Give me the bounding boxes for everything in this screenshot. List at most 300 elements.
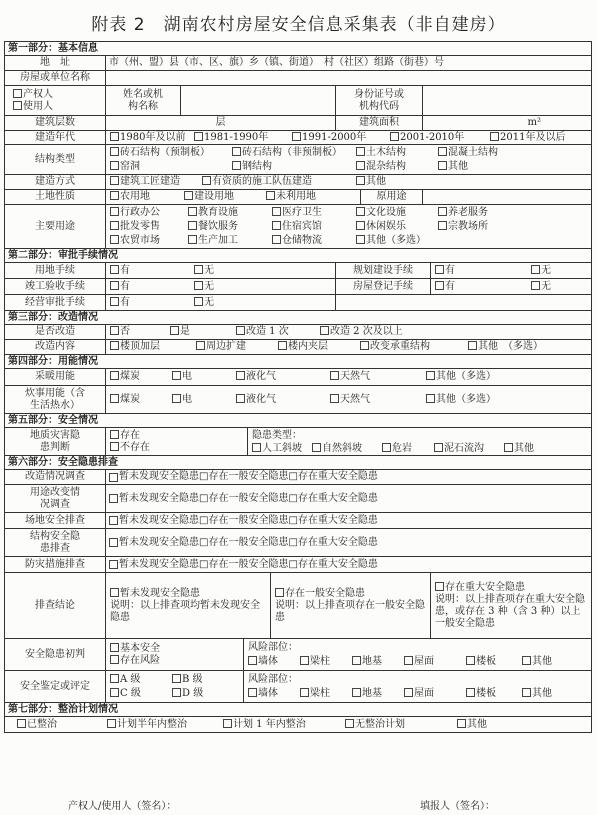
energy-option[interactable]: 其他（多选） [426, 394, 496, 406]
structure-option[interactable]: 砖石结构（非预制板） [232, 147, 342, 159]
geo-hazard-options [105, 428, 247, 455]
checkbox[interactable] [202, 176, 211, 185]
not-exist-option[interactable]: 不存在 [110, 442, 150, 454]
appraisal-row [4, 671, 592, 703]
checkbox[interactable] [278, 341, 287, 350]
section-2-header [4, 249, 592, 263]
plan-label: 规划建设手续 [335, 263, 430, 278]
appraisal-label: 安全鉴定或评定 [20, 680, 90, 692]
section-title: 第三部分：改造情况 [8, 311, 98, 323]
renovation-content-row [4, 340, 592, 355]
address-row [4, 56, 592, 71]
checkbox[interactable] [252, 443, 261, 452]
energy-option[interactable]: 液化气 [236, 371, 276, 383]
method-option[interactable]: 建筑工匠建造 [110, 176, 180, 188]
year-option[interactable]: 1981-1990年 [194, 132, 268, 144]
risk-part-option[interactable]: 墙体 [248, 656, 278, 668]
checkbox[interactable] [110, 235, 119, 244]
checkbox[interactable] [172, 371, 181, 380]
renovation-option[interactable]: 否 [110, 326, 130, 338]
grade-option[interactable]: D 级 [172, 688, 203, 700]
address-label: 地 址 [40, 57, 70, 68]
section-title: 第五部分：安全情况 [8, 414, 98, 426]
inspection-label: 用途改变情况调查 [30, 486, 80, 510]
structure-option[interactable]: 土木结构 [356, 147, 406, 159]
inspection-label: 改造情况调查 [25, 471, 85, 482]
id-label: 身份证号或机构代码 [335, 86, 422, 115]
grade-option[interactable]: B 级 [172, 674, 203, 686]
geo-hazard-row [4, 428, 592, 456]
checkbox[interactable] [390, 132, 399, 141]
checkbox[interactable] [194, 281, 203, 290]
risk-part-option[interactable]: 楼板 [466, 688, 496, 700]
completion-options [105, 279, 335, 294]
checkbox[interactable] [236, 326, 245, 335]
use-option[interactable]: 休闲娱乐 [356, 221, 406, 233]
use-option[interactable]: 教育设施 [188, 207, 238, 219]
floors-row [4, 116, 592, 131]
form-title: 附表 2 湖南农村房屋安全信息采集表（非自建房） [91, 15, 506, 35]
checkbox[interactable] [110, 132, 119, 141]
hazard-option[interactable]: 危岩 [382, 443, 412, 455]
checkbox[interactable] [170, 326, 179, 335]
use-options [105, 205, 591, 248]
renovation-content-label: 改造内容 [35, 341, 75, 352]
checkbox[interactable] [110, 161, 119, 170]
checkbox[interactable] [356, 207, 365, 216]
checkbox[interactable] [522, 656, 531, 665]
yes-option[interactable]: 有 [435, 265, 455, 277]
checkbox[interactable] [266, 191, 275, 200]
prelim-options [105, 639, 243, 670]
area-label: 建筑面积 [335, 116, 422, 130]
prelim-label: 安全隐患初判 [25, 648, 85, 660]
basic-safe-option[interactable]: 基本安全 [110, 643, 160, 655]
info-form-table [4, 41, 592, 733]
inspection-options[interactable]: 暂未发现安全隐患□存在一般安全隐患□存在重大安全隐患 [105, 529, 591, 556]
energy-option[interactable]: 煤炭 [110, 371, 140, 383]
hazard-type-label: 隐患类型： [252, 430, 302, 441]
risk-part-option[interactable]: 屋面 [404, 688, 434, 700]
checkbox[interactable] [356, 235, 365, 244]
section-title: 第二部分：审批手续情况 [8, 249, 118, 261]
risk-part-option[interactable]: 楼板 [466, 656, 496, 668]
structure-label: 结构类型 [35, 153, 75, 165]
checkbox[interactable] [466, 688, 475, 697]
filler-signature-label: 填报人（签名）： [420, 801, 495, 812]
method-option[interactable]: 有资质的施工队伍建造 [202, 176, 312, 188]
checkbox[interactable] [272, 207, 281, 216]
section-5-header [4, 414, 592, 428]
checkbox[interactable] [438, 221, 447, 230]
risk-part-cell [243, 671, 591, 702]
checkbox[interactable] [194, 132, 203, 141]
energy-option[interactable]: 其他（多选） [426, 371, 496, 383]
renovation-whether-options [105, 325, 591, 339]
structure-option[interactable]: 其他 [438, 161, 468, 173]
conclusion-option-1[interactable]: 暂未发现安全隐患 说明：以上排查项均暂未发现安全隐患 [105, 573, 270, 638]
yes-option[interactable]: 有 [435, 281, 455, 293]
business-label: 经营审批手续 [25, 296, 85, 308]
land-use-label: 用地手续 [35, 264, 75, 276]
checkbox[interactable] [320, 326, 329, 335]
checkbox[interactable] [360, 341, 369, 350]
checkbox[interactable] [110, 281, 119, 290]
no-option[interactable]: 无 [194, 281, 214, 293]
checkbox[interactable] [110, 147, 119, 156]
risk-part-option[interactable]: 地基 [352, 688, 382, 700]
land-option[interactable]: 建设用地 [184, 191, 234, 203]
use-option[interactable]: 行政办公 [110, 207, 160, 219]
prelim-row [4, 639, 592, 671]
checkbox[interactable] [110, 674, 119, 683]
use-label: 主要用途 [35, 220, 75, 232]
unit-name-row [4, 71, 592, 86]
use-row [4, 205, 592, 249]
checkbox[interactable] [345, 719, 354, 728]
renovation-content-options [105, 340, 591, 354]
plan-option[interactable]: 其他 [457, 719, 487, 731]
year-option[interactable]: 2001-2010年 [390, 132, 464, 144]
grade-option[interactable]: A 级 [110, 674, 140, 686]
checkbox[interactable] [248, 656, 257, 665]
checkbox[interactable] [13, 101, 22, 110]
heating-row [4, 369, 592, 386]
checkbox[interactable] [466, 656, 475, 665]
checkbox[interactable] [435, 265, 444, 274]
checkbox[interactable] [300, 656, 309, 665]
checkbox[interactable] [438, 161, 447, 170]
id-value[interactable] [422, 86, 591, 115]
yes-option[interactable]: 有 [110, 265, 130, 277]
checkbox[interactable] [223, 719, 232, 728]
renovation-option[interactable]: 改造 2 次及以上 [320, 326, 403, 338]
checkbox[interactable] [522, 688, 531, 697]
no-option[interactable]: 无 [194, 265, 214, 277]
checkbox[interactable] [490, 132, 499, 141]
checkbox[interactable] [188, 221, 197, 230]
owner-option[interactable]: 产权人 [13, 89, 53, 101]
checkbox[interactable] [172, 688, 181, 697]
geo-hazard-label: 地质灾害隐患判断 [30, 429, 80, 453]
checkbox[interactable] [107, 719, 116, 728]
no-option[interactable]: 无 [194, 297, 214, 309]
land-option[interactable]: 未利用地 [266, 191, 316, 203]
checkbox[interactable] [457, 719, 466, 728]
structure-row [4, 145, 592, 175]
checkbox[interactable] [17, 719, 26, 728]
checkbox[interactable] [110, 297, 119, 306]
approval-row-2 [4, 279, 592, 295]
checkbox[interactable] [275, 588, 284, 597]
checkbox[interactable] [356, 176, 365, 185]
checkbox[interactable] [110, 326, 119, 335]
conclusion-option-3[interactable]: 存在重大安全隐患 说明：以上排查项存在重大安全隐患，或存在 3 种（含 3 种）以上一般安全隐患 [430, 573, 591, 638]
method-option[interactable]: 其他 [356, 176, 386, 188]
owner-signature-label: 产权人/使用人（签名）： [68, 801, 177, 812]
floors-label: 建筑层数 [35, 117, 75, 128]
checkbox[interactable] [194, 297, 203, 306]
use-option[interactable]: 农贸市场 [110, 235, 160, 247]
structure-option[interactable]: 窑洞 [110, 161, 140, 173]
inspection-options[interactable]: 暂未发现安全隐患□存在一般安全隐患□存在重大安全隐患 [105, 513, 591, 528]
checkbox[interactable] [330, 371, 339, 380]
grade-options [105, 671, 243, 702]
checkbox[interactable] [352, 688, 361, 697]
energy-option[interactable]: 液化气 [236, 394, 276, 406]
use-option[interactable]: 住宿宾馆 [272, 221, 322, 233]
owner-row [4, 86, 592, 116]
checkbox[interactable] [236, 371, 245, 380]
risky-option[interactable]: 存在风险 [110, 655, 160, 667]
business-options [105, 295, 335, 310]
year-option[interactable]: 1991-2000年 [292, 132, 366, 144]
grade-option[interactable]: C 级 [110, 688, 141, 700]
blank-cell [335, 295, 591, 310]
inspection-row [4, 529, 592, 557]
hazard-type-cell [247, 428, 591, 455]
checkbox[interactable] [248, 688, 257, 697]
checkbox[interactable] [356, 147, 365, 156]
cooking-row [4, 386, 592, 414]
plan-option[interactable]: 无整治计划 [345, 719, 405, 731]
plan-options [5, 717, 591, 732]
section-title: 第六部分：安全隐患排查 [8, 456, 118, 468]
checkbox[interactable] [531, 281, 540, 290]
cooking-options [105, 386, 591, 413]
section-7-header [4, 703, 592, 717]
renovation-option[interactable]: 改造 1 次 [236, 326, 289, 338]
hazard-option[interactable]: 泥石流沟 [434, 443, 484, 455]
inspection-label: 结构安全隐患排查 [30, 530, 80, 554]
use-option[interactable]: 餐饮服务 [188, 221, 238, 233]
checkbox[interactable] [504, 443, 513, 452]
inspection-options[interactable]: 暂未发现安全隐患□存在一般安全隐患□存在重大安全隐患 [105, 557, 591, 572]
checkbox[interactable] [426, 371, 435, 380]
inspection-row [4, 513, 592, 529]
structure-option[interactable]: 混杂结构 [356, 161, 406, 173]
checkbox[interactable] [352, 656, 361, 665]
risk-part-option[interactable]: 梁柱 [300, 688, 330, 700]
risk-part-option[interactable]: 地基 [352, 656, 382, 668]
structure-option[interactable]: 混凝土结构 [438, 147, 498, 159]
checkbox[interactable] [468, 341, 477, 350]
checkbox[interactable] [272, 235, 281, 244]
use-option[interactable]: 生产加工 [188, 235, 238, 247]
checkbox[interactable] [110, 394, 119, 403]
risk-part-option[interactable]: 其他 [522, 656, 552, 668]
register-label: 房屋登记手续 [335, 279, 430, 294]
renovation-content-option[interactable]: 改变承重结构 [360, 341, 430, 353]
checkbox[interactable] [272, 221, 281, 230]
conclusion-row [4, 573, 592, 639]
section-title: 第四部分：用能情况 [8, 355, 98, 367]
cooking-label: 炊事用能（含生活热水） [25, 387, 85, 411]
plan-row [4, 717, 592, 733]
inspection-row [4, 485, 592, 513]
hazard-option[interactable]: 人工斜坡 [252, 443, 302, 455]
energy-option[interactable]: 煤炭 [110, 394, 140, 406]
checkbox[interactable] [110, 191, 119, 200]
energy-option[interactable]: 天然气 [330, 371, 370, 383]
checkbox[interactable] [194, 265, 203, 274]
checkbox[interactable] [188, 235, 197, 244]
inspection-row [4, 470, 592, 485]
plan-options [430, 263, 591, 278]
renovation-content-option[interactable]: 其他 （多选） [468, 341, 543, 353]
year-option[interactable]: 2011年及以后 [490, 132, 565, 144]
risk-part-option[interactable]: 屋面 [404, 656, 434, 668]
structure-options [105, 145, 591, 174]
inspection-options[interactable]: 暂未发现安全隐患□存在一般安全隐患□存在重大安全隐患 [105, 470, 591, 484]
checkbox[interactable] [330, 394, 339, 403]
year-option[interactable]: 1980年及以前 [110, 132, 185, 144]
checkbox[interactable] [184, 191, 193, 200]
checkbox[interactable] [110, 442, 119, 451]
use-option[interactable]: 仓储物流 [272, 235, 322, 247]
energy-option[interactable]: 天然气 [330, 394, 370, 406]
method-label: 建造方式 [35, 176, 75, 187]
yes-option[interactable]: 有 [110, 281, 130, 293]
structure-option[interactable]: 钢结构 [232, 161, 272, 173]
checkbox[interactable] [109, 516, 118, 525]
area-unit: m² [422, 116, 591, 130]
checkbox[interactable] [172, 394, 181, 403]
checkbox[interactable] [188, 207, 197, 216]
year-row [4, 131, 592, 145]
use-option[interactable]: 养老服务 [438, 207, 488, 219]
checkbox[interactable] [172, 674, 181, 683]
conclusion-option-2[interactable]: 存在一般安全隐患 说明：以上排查项存在一般安全隐患 [270, 573, 430, 638]
renovation-content-option[interactable]: 楼顶加层 [110, 341, 160, 353]
checkbox[interactable] [426, 394, 435, 403]
checkbox[interactable] [110, 176, 119, 185]
checkbox[interactable] [196, 341, 205, 350]
plan-option[interactable]: 计划 1 年内整治 [223, 719, 306, 731]
inspection-label: 防灾措施排查 [25, 558, 85, 570]
checkbox[interactable] [434, 443, 443, 452]
section-6-header [4, 456, 592, 470]
plan-option[interactable]: 计划半年内整治 [107, 719, 187, 731]
heating-options [105, 369, 591, 385]
checkbox[interactable] [109, 494, 118, 503]
checkbox[interactable] [110, 430, 119, 439]
use-option[interactable]: 宗教场所 [438, 221, 488, 233]
risk-part-cell [243, 639, 591, 670]
hazard-option[interactable]: 其他 [504, 443, 534, 455]
checkbox[interactable] [232, 147, 241, 156]
land-option[interactable]: 农用地 [110, 191, 150, 203]
checkbox[interactable] [438, 207, 447, 216]
checkbox[interactable] [110, 688, 119, 697]
unit-name-label: 房屋或单位名称 [20, 72, 90, 83]
checkbox[interactable] [382, 443, 391, 452]
use-option[interactable]: 医疗卫生 [272, 207, 322, 219]
inspection-options[interactable]: 暂未发现安全隐患□存在一般安全隐患□存在重大安全隐患 [105, 485, 591, 512]
checkbox[interactable] [300, 688, 309, 697]
risk-part-option[interactable]: 梁柱 [300, 656, 330, 668]
renovation-whether-row [4, 325, 592, 340]
completion-label: 竣工验收手续 [25, 280, 85, 292]
use-option[interactable]: 批发零售 [110, 221, 160, 233]
checkbox[interactable] [110, 341, 119, 350]
checkbox[interactable] [13, 89, 22, 98]
section-1-header [4, 41, 592, 56]
method-options [105, 175, 591, 189]
approval-row-3 [4, 295, 592, 311]
checkbox[interactable] [110, 655, 119, 664]
checkbox[interactable] [109, 473, 118, 482]
checkbox[interactable] [435, 281, 444, 290]
risk-part-label: 风险部位： [248, 642, 298, 653]
checkbox[interactable] [109, 560, 118, 569]
checkbox[interactable] [404, 656, 413, 665]
checkbox[interactable] [110, 265, 119, 274]
checkbox[interactable] [404, 688, 413, 697]
yes-option[interactable]: 有 [110, 297, 130, 309]
exist-option[interactable]: 存在 [110, 430, 140, 442]
no-option[interactable]: 无 [531, 281, 551, 293]
section-4-header [4, 355, 592, 369]
land-orig-value[interactable] [422, 190, 591, 204]
checkbox[interactable] [109, 538, 118, 547]
risk-part-label: 风险部位： [248, 674, 298, 685]
use-option[interactable]: 其他（多选） [356, 235, 426, 247]
checkbox[interactable] [435, 582, 444, 591]
risk-part-option[interactable]: 其他 [522, 688, 552, 700]
land-row [4, 190, 592, 205]
checkbox[interactable] [110, 643, 119, 652]
checkbox[interactable] [292, 132, 301, 141]
structure-option[interactable]: 砖石结构（预制板） [110, 147, 210, 159]
no-option[interactable]: 无 [531, 265, 551, 277]
checkbox[interactable] [232, 161, 241, 170]
checkbox[interactable] [356, 221, 365, 230]
use-option[interactable]: 文化设施 [356, 207, 406, 219]
energy-option[interactable]: 电 [172, 394, 192, 406]
section-title: 第一部分：基本信息 [8, 42, 98, 54]
land-options [105, 190, 360, 204]
checkbox[interactable] [531, 265, 540, 274]
checkbox[interactable] [312, 443, 321, 452]
renovation-content-option[interactable]: 周边扩建 [196, 341, 246, 353]
owner-options [5, 86, 105, 115]
risk-part-option[interactable]: 墙体 [248, 688, 278, 700]
checkbox[interactable] [356, 161, 365, 170]
address-text: 市（州、盟）县（市、区、旗）乡（镇、街道） 村（社区）组路（街巷）号 [105, 56, 591, 70]
section-3-header [4, 311, 592, 325]
name-value[interactable] [180, 86, 335, 115]
approval-row-1 [4, 263, 592, 279]
renovation-option[interactable]: 是 [170, 326, 190, 338]
plan-option[interactable]: 已整治 [17, 719, 57, 731]
checkbox[interactable] [110, 371, 119, 380]
heating-label: 采暖用能 [35, 371, 75, 382]
user-option[interactable]: 使用人 [13, 101, 53, 113]
name-label: 姓名或机构名称 [105, 86, 180, 115]
section-title: 第七部分：整治计划情况 [8, 703, 118, 715]
checkbox[interactable] [110, 588, 119, 597]
energy-option[interactable]: 电 [172, 371, 192, 383]
floors-unit: 层 [105, 116, 335, 130]
renovation-content-option[interactable]: 楼内夹层 [278, 341, 328, 353]
checkbox[interactable] [110, 221, 119, 230]
checkbox[interactable] [236, 394, 245, 403]
unit-name-value[interactable] [105, 71, 591, 85]
checkbox[interactable] [438, 147, 447, 156]
hazard-option[interactable]: 自然斜坡 [312, 443, 362, 455]
checkbox[interactable] [110, 207, 119, 216]
